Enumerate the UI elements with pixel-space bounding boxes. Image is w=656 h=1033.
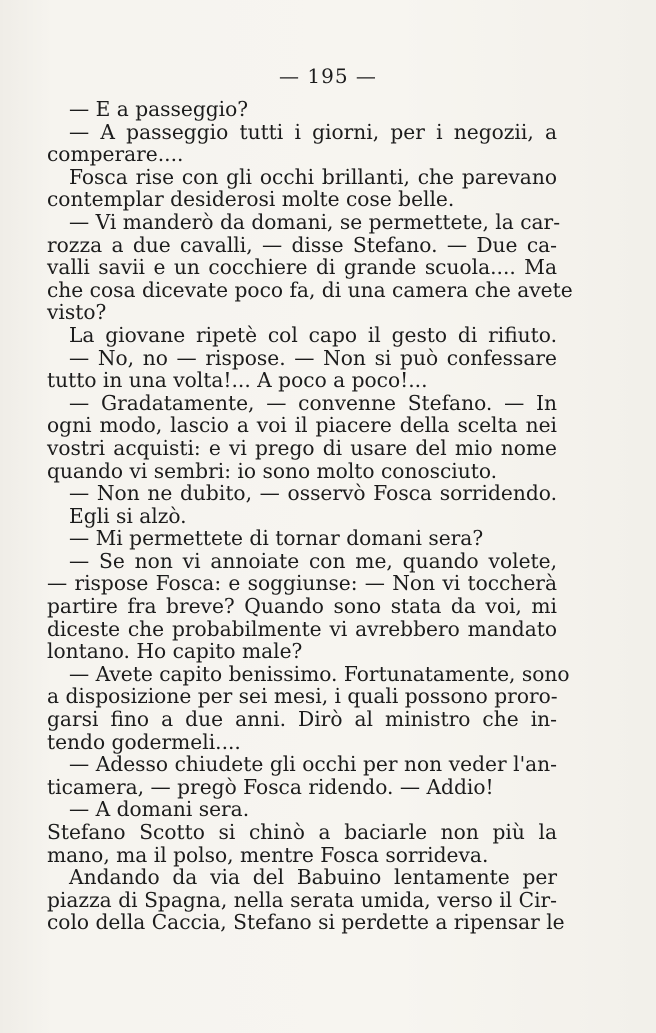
text-line: — Vi manderò da domani, se permettete, la car- [69, 209, 561, 234]
text-line: vostri acquisti: e vi prego di usare del mio nome [47, 435, 557, 460]
text-line: colo della Caccia, Stefano si perdette a ripensar le [47, 910, 565, 935]
text-line: ogni modo, lascio a voi il piacere della scelta nei [47, 413, 557, 438]
text-line: lontano. Ho capito male? [47, 639, 303, 664]
text-line: — Non ne dubito, — osservò Fosca sorridendo. [69, 481, 557, 506]
text-line: La giovane ripetè col capo il gesto di rifiuto. [69, 322, 557, 347]
text-line: valli savii e un cocchiere di grande scuola.... Ma [47, 255, 557, 280]
text-line: garsi fino a due anni. Dirò al ministro che in- [47, 707, 557, 732]
text-line: visto? [47, 300, 107, 325]
text-line: diceste che probabilmente vi avrebbero mandato [47, 616, 557, 641]
text-line: a disposizione per sei mesi, i quali possono proro- [47, 684, 558, 709]
text-line: rozza a due cavalli, — disse Stefano. — Due ca- [47, 232, 557, 257]
text-line: Stefano Scotto si chinò a baciarle non più la [47, 820, 557, 844]
text-line: — Gradatamente, — convenne Stefano. — In [69, 390, 557, 415]
text-line: — Adesso chiudete gli occhi per non veder l'an- [69, 752, 557, 777]
text-line: — A domani sera. [69, 797, 250, 822]
page-body-text [47, 97, 573, 935]
text-line: piazza di Spagna, nella serata umida, verso il Cir- [47, 887, 557, 912]
text-line: Egli si alzò. [69, 503, 187, 528]
text-line: comperare.... [47, 142, 184, 167]
text-line: mano, ma il polso, mentre Fosca sorrideva. [47, 842, 489, 867]
text-line: tendo godermeli.... [47, 729, 241, 754]
text-line: Andando da via del Babuino lentamente per [69, 865, 557, 890]
text-line: — No, no — rispose. — Non si può confessare [69, 345, 557, 370]
text-line: — E a passeggio? [69, 97, 249, 121]
text-line: — Mi permettete di tornar domani sera? [69, 526, 484, 551]
text-line: Fosca rise con gli occhi brillanti, che parevano [69, 164, 557, 189]
text-line: che cosa dicevate poco fa, di una camera che avete [47, 277, 573, 302]
text-line: — Avete capito benissimo. Fortunatamente, sono [69, 661, 570, 686]
text-line: quando vi sembri: io sono molto conosciuto. [47, 458, 498, 483]
text-line: — Se non vi annoiate con me, quando volete, [69, 548, 557, 573]
text-line: ticamera, — pregò Fosca ridendo. — Addio! [47, 774, 494, 799]
text-line: contemplar desiderosi molte cose belle. [47, 187, 455, 212]
text-line: partire fra breve? Quando sono stata da voi, mi [47, 594, 557, 619]
text-line: tutto in una volta!... A poco a poco!... [47, 368, 428, 393]
text-line: — A passeggio tutti i giorni, per i negozii, a [69, 119, 557, 144]
text-line: — rispose Fosca: e soggiunse: — Non vi toccherà [47, 571, 557, 596]
page-number: — 195 — [279, 64, 377, 88]
